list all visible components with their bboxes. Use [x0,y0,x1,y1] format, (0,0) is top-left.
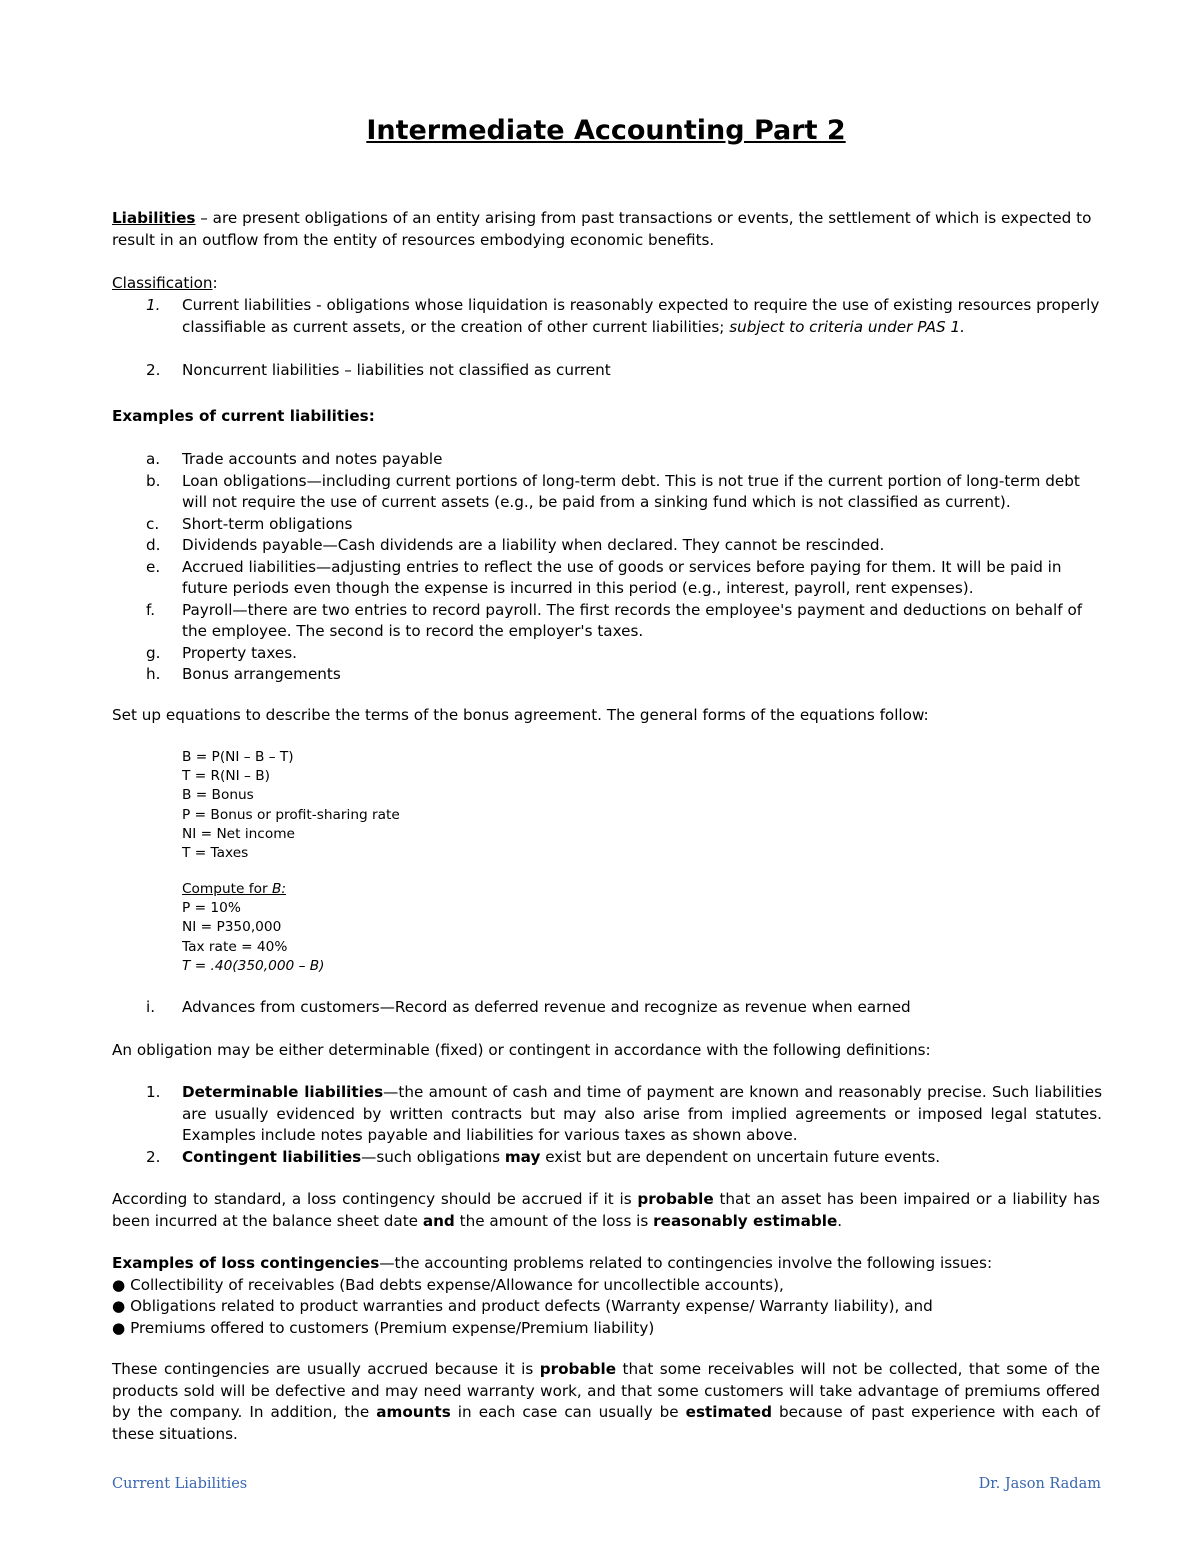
tax-formula: T = .40(350,000 – B) [182,957,325,974]
classification-item-current: 1. Current liabilities - obligations whose liquidation is reasonably expected to require the use of existing resources properly classifiable as current assets, or the creation of other current liabilities; subject to criteria under PAS 1. [146,296,1100,336]
compute-example [182,880,325,976]
classification-list [112,295,1102,338]
list-item: d. Dividends payable—Cash dividends are a liability when declared. They cannot be rescinded. [146,536,885,554]
list-item: ● Obligations related to product warranties and product defects (Warranty expense/ Warranty liability), and [112,1297,933,1315]
classification-item-noncurrent: 2. Noncurrent liabilities – liabilities not classified as current [146,361,611,379]
compute-label: Compute for B: [182,881,286,897]
bullet-icon: ● [112,1275,126,1294]
obligation-intro: An obligation may be either determinable (fixed) or contingent in accordance with the following definitions: [112,1041,931,1059]
bonus-equations [182,748,400,863]
classification-list-2 [112,360,1102,382]
list-item: ● Premiums offered to customers (Premium expense/Premium liability) [112,1318,655,1337]
list-item: c. Short-term obligations [146,514,353,533]
liabilities-text: – are present obligations of an entity arising from past transactions or events, the settlement of which is expected to result in an outflow from the entity of resources embodying economic benefits. [112,209,1092,249]
page-title: Intermediate Accounting Part 2 [366,115,846,146]
examples-list-i [112,997,1102,1019]
list-item: g. Property taxes. [146,643,297,662]
list-item: e. Accrued liabilities—adjusting entries to reflect the use of goods or services before paying for them. It will be paid in future periods even though the expense is incurred in this period (e.g., interest, payroll, rent expenses). [146,557,1062,597]
examples-list [112,449,1102,686]
closing-paragraph: These contingencies are usually accrued because it is probable that some receivables will not be collected, that some of the products sold will be defective and may need warranty work, and that some customers will take advantage of premiums offered by the company. In addition, the amounts in each case can usually be estimated because of past experience with each of these situations. [112,1360,1101,1443]
loss-contingencies [112,1253,1100,1339]
equation-line: T = Taxes [182,845,249,862]
examples-heading: Examples of current liabilities: [112,407,375,425]
classification-heading: Classification: [112,274,218,292]
liabilities-term: Liabilities [112,209,196,227]
equation-line: NI = Net income [182,825,295,842]
given-line: P = 10% [182,900,241,917]
list-item: i. Advances from customers—Record as deferred revenue and recognize as revenue when earned [146,998,911,1016]
equation-line: T = R(NI – B) [182,768,270,785]
list-item: a. Trade accounts and notes payable [146,450,443,468]
equation-line: B = Bonus [182,787,254,804]
loss-contingencies-intro: Examples of loss contingencies—the accounting problems related to contingencies involve the following issues: [112,1254,993,1272]
equation-line: P = Bonus or profit-sharing rate [182,806,400,823]
equation-line: B = P(NI – B – T) [182,749,294,765]
obligation-determinable: 1. Determinable liabilities—the amount of cash and time of payment are known and reasonably precise. Such liabilities are usually evidenced by written contracts but may also arise from implied agreements or imposed legal statutes. Examples include notes payable and liabilities for various taxes as shown above. [146,1083,1102,1144]
list-item: ● Collectibility of receivables (Bad debts expense/Allowance for uncollectible accounts), [112,1275,784,1294]
liabilities-definition [112,208,1100,251]
bullet-icon: ● [112,1297,126,1315]
bullet-icon: ● [112,1318,126,1337]
list-item: f. Payroll—there are two entries to record payroll. The first records the employee's payment and deductions on behalf of the employee. The second is to record the employer's taxes. [146,600,1083,640]
obligation-contingent: 2. Contingent liabilities—such obligations may exist but are dependent on uncertain future events. [146,1147,941,1166]
given-line: Tax rate = 40% [182,938,288,955]
list-item: b. Loan obligations—including current portions of long-term debt. This is not true if the current portion of long-term debt will not require the use of current assets (e.g., be paid from a sinking fund which is not classified as current). [146,471,1080,511]
footer-right: Dr. Jason Radam [978,1476,1101,1492]
given-line: NI = P350,000 [182,919,282,936]
standard-paragraph: According to standard, a loss contingency should be accrued if it is probable that an asset has been impaired or a liability has been incurred at the balance sheet date and the amount of the loss is reasonably estimable. [112,1190,1100,1230]
obligation-types-list [112,1082,1102,1168]
bonus-intro: Set up equations to describe the terms of the bonus agreement. The general forms of the equations follow: [112,706,929,724]
footer-left: Current Liabilities [112,1476,248,1492]
list-item: h. Bonus arrangements [146,665,341,683]
